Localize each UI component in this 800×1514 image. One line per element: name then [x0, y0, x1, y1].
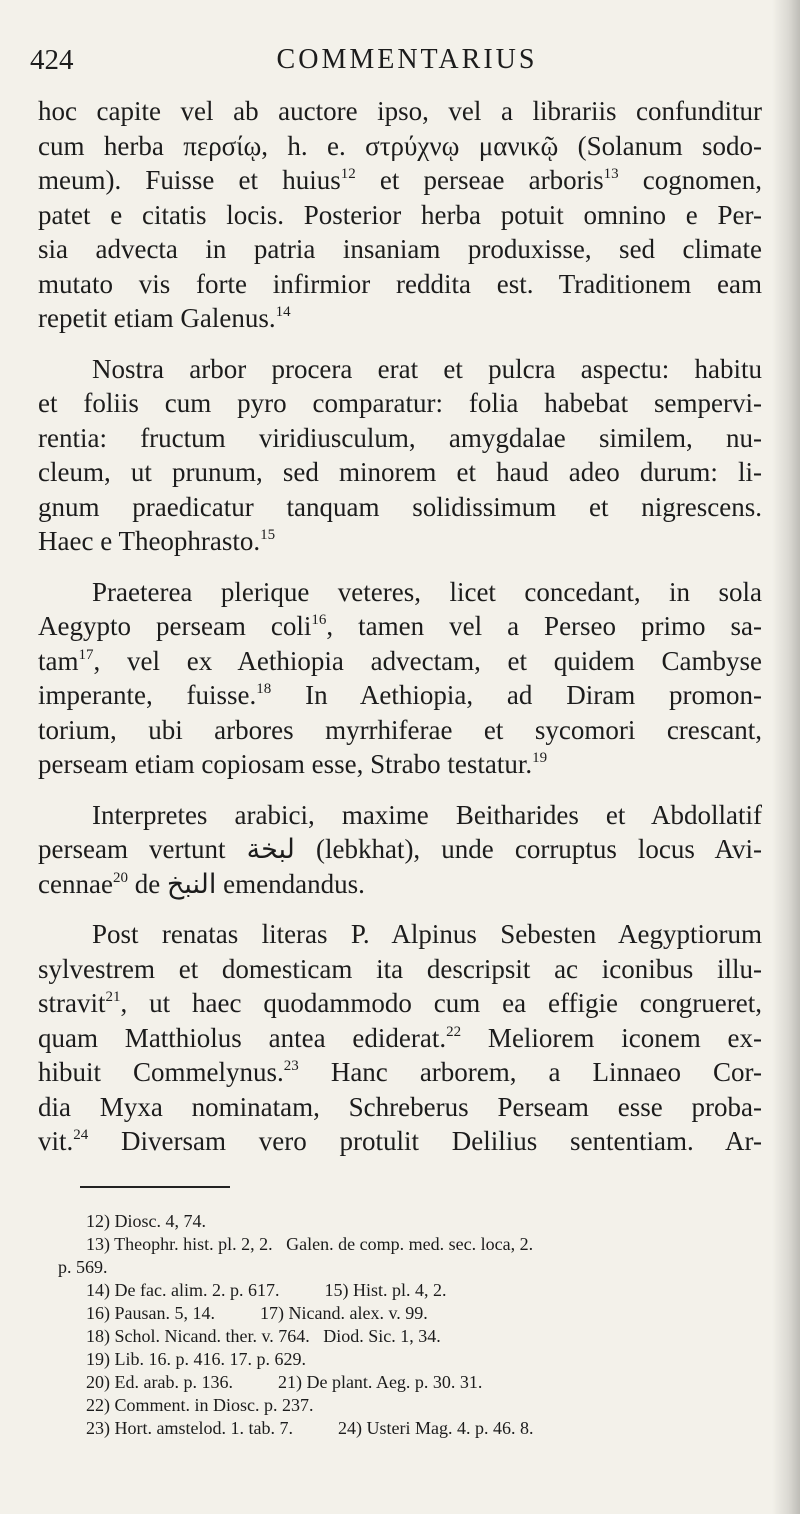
footnote-line: 16) Pausan. 5, 14. 17) Nicand. alex. v. 99. [86, 1303, 428, 1323]
line-text: Nostra arbor procera erat et pulcra aspectu: habitu [92, 353, 762, 384]
line-text: tam [38, 645, 79, 676]
footnote-line: 13) Theophr. hist. pl. 2, 2. Galen. de comp. med. sec. loca, 2. [86, 1234, 534, 1254]
line-text: imperante, fuisse. [38, 680, 257, 710]
line-text: Praeterea plerique veteres, licet concedant, in sola [92, 576, 762, 607]
text-line [38, 986, 762, 1021]
text-line [38, 267, 762, 302]
line-text: , ut haec quodammodo cum ea effigie congrueret, [120, 988, 762, 1018]
main-text [38, 94, 762, 1159]
footnotes [58, 1210, 770, 1440]
text-line [38, 524, 762, 559]
text-line [38, 421, 762, 456]
footnote-ref: 24 [73, 1127, 89, 1143]
footnote-line: 22) Comment. in Diosc. p. 237. [86, 1395, 314, 1415]
footnote-line: 20) Ed. arab. p. 136. 21) De plant. Aeg. p. 30. 31. [86, 1372, 483, 1392]
text-line [38, 798, 762, 833]
text-line [38, 490, 762, 525]
line-text: In Aethiopia, ad Diram promon- [271, 680, 762, 710]
text-line [38, 867, 762, 902]
footnote-ref: 14 [275, 304, 291, 320]
line-text: mutato vis forte infirmior reddita est. Traditionem eam [38, 268, 762, 299]
text-line [38, 94, 762, 129]
line-text: cennae [38, 868, 113, 899]
line-text: Hanc arborem, a Linnaeo Cor- [298, 1057, 762, 1087]
footnote-line: 14) De fac. alim. 2. p. 617. 15) Hist. pl. 4, 2. [86, 1280, 447, 1300]
line-text: torium, ubi arbores myrrhiferae et sycomori crescant, [38, 714, 762, 745]
text-line [38, 386, 762, 421]
paragraph-gap [38, 782, 762, 798]
text-line [38, 678, 762, 713]
footnote-line: 12) Diosc. 4, 74. [86, 1211, 206, 1231]
line-text: Diversam vero protulit Delilius sententiam. Ar- [88, 1126, 762, 1156]
footnote-ref: 20 [112, 869, 128, 886]
footnote-line: 18) Schol. Nicand. ther. v. 764. Diod. Sic. 1, 34. [86, 1326, 441, 1346]
line-text: de النبخ emendandus. [127, 868, 365, 899]
footnote-rule [80, 1186, 230, 1188]
line-text: Interpretes arabici, maxime Beitharides et Abdollatif [92, 799, 762, 830]
paragraph-gap [38, 559, 762, 575]
line-text: Post renatas literas P. Alpinus Sebesten Aegyptiorum [92, 919, 762, 949]
footnote-line: 19) Lib. 16. p. 416. 17. p. 629. [86, 1349, 306, 1369]
line-text: gnum praedicatur tanquam solidissimum et nigrescens. [38, 491, 762, 522]
paragraph-gap [38, 336, 762, 352]
line-text: et perseae arboris [355, 165, 604, 195]
text-line [38, 609, 762, 644]
line-text: hibuit Commelynus. [38, 1057, 284, 1087]
text-line [38, 455, 762, 490]
footnote-ref: 12 [340, 166, 356, 182]
footnote-ref: 22 [446, 1023, 462, 1040]
running-head: COMMENTARIUS [276, 44, 538, 75]
footnote-ref: 19 [532, 750, 548, 766]
line-text: cum herba περσίῳ, h. e. στρύχνῳ μανικῷ (Solanum sodo- [38, 130, 762, 161]
text-line [38, 352, 762, 387]
footnote-line: 23) Hort. amstelod. 1. tab. 7. 24) Usteri Mag. 4. p. 46. 8. [86, 1418, 534, 1438]
text-line [38, 644, 762, 679]
text-line [38, 1090, 762, 1125]
text-line [38, 1021, 762, 1056]
line-text: sia advecta in patria insaniam produxisse, sed climate [38, 234, 762, 264]
text-line [38, 232, 762, 267]
footnote-ref: 23 [283, 1058, 299, 1074]
text-line [38, 301, 762, 336]
footnote-line: p. 569. [58, 1257, 108, 1277]
footnote-ref: 17 [78, 646, 94, 663]
page-number: 424 [30, 44, 74, 76]
line-text: repetit etiam Galenus. [38, 303, 276, 333]
line-text: patet e citatis locis. Posterior herba potuit omnino e Per- [38, 199, 762, 230]
line-text: meum). Fuisse et huius [38, 165, 341, 195]
text-line [38, 1124, 762, 1159]
footnote-ref: 13 [603, 166, 619, 182]
line-text: , tamen vel a Perseo primo sa- [326, 611, 762, 641]
footnote-ref: 21 [105, 989, 121, 1005]
text-line [38, 747, 762, 782]
text-line [38, 713, 762, 748]
line-text: perseam vertunt لبخة (lebkhat), unde corruptus locus Avi- [38, 834, 762, 864]
page-edge-shadow [772, 0, 800, 1514]
line-text: Haec e Theophrasto. [38, 526, 261, 556]
line-text: perseam etiam copiosam esse, Strabo testatur. [38, 749, 533, 779]
line-text: Aegypto perseam coli [38, 611, 312, 641]
text-line [38, 917, 762, 952]
footnote-ref: 15 [260, 527, 276, 543]
text-line [38, 952, 762, 987]
line-text: dia Myxa nominatam, Schreberus Perseam esse proba- [38, 1091, 762, 1122]
footnote-ref: 18 [256, 681, 272, 697]
line-text: quam Matthiolus antea ediderat. [38, 1022, 447, 1053]
text-line [38, 163, 762, 198]
line-text: vit. [38, 1126, 74, 1156]
line-text: hoc capite vel ab auctore ipso, vel a librariis confunditur [38, 96, 762, 126]
text-line [38, 198, 762, 233]
line-text: Meliorem iconem ex- [461, 1022, 762, 1053]
line-text: cleum, ut prunum, sed minorem et haud adeo durum: li- [38, 457, 762, 487]
line-text: rentia: fructum viridiusculum, amygdalae similem, nu- [38, 422, 762, 453]
text-line [38, 832, 762, 867]
line-text: sylvestrem et domesticam ita descripsit ac iconibus illu- [38, 953, 762, 984]
page-header [30, 44, 770, 84]
line-text: et foliis cum pyro comparatur: folia habebat sempervi- [38, 388, 762, 418]
text-line [38, 129, 762, 164]
line-text: cognomen, [618, 165, 762, 195]
paragraph-gap [38, 901, 762, 917]
line-text: , vel ex Aethiopia advectam, et quidem Cambyse [93, 645, 762, 676]
text-line [38, 575, 762, 610]
footnote-ref: 16 [311, 612, 327, 628]
text-line [38, 1055, 762, 1090]
line-text: stravit [38, 988, 106, 1018]
